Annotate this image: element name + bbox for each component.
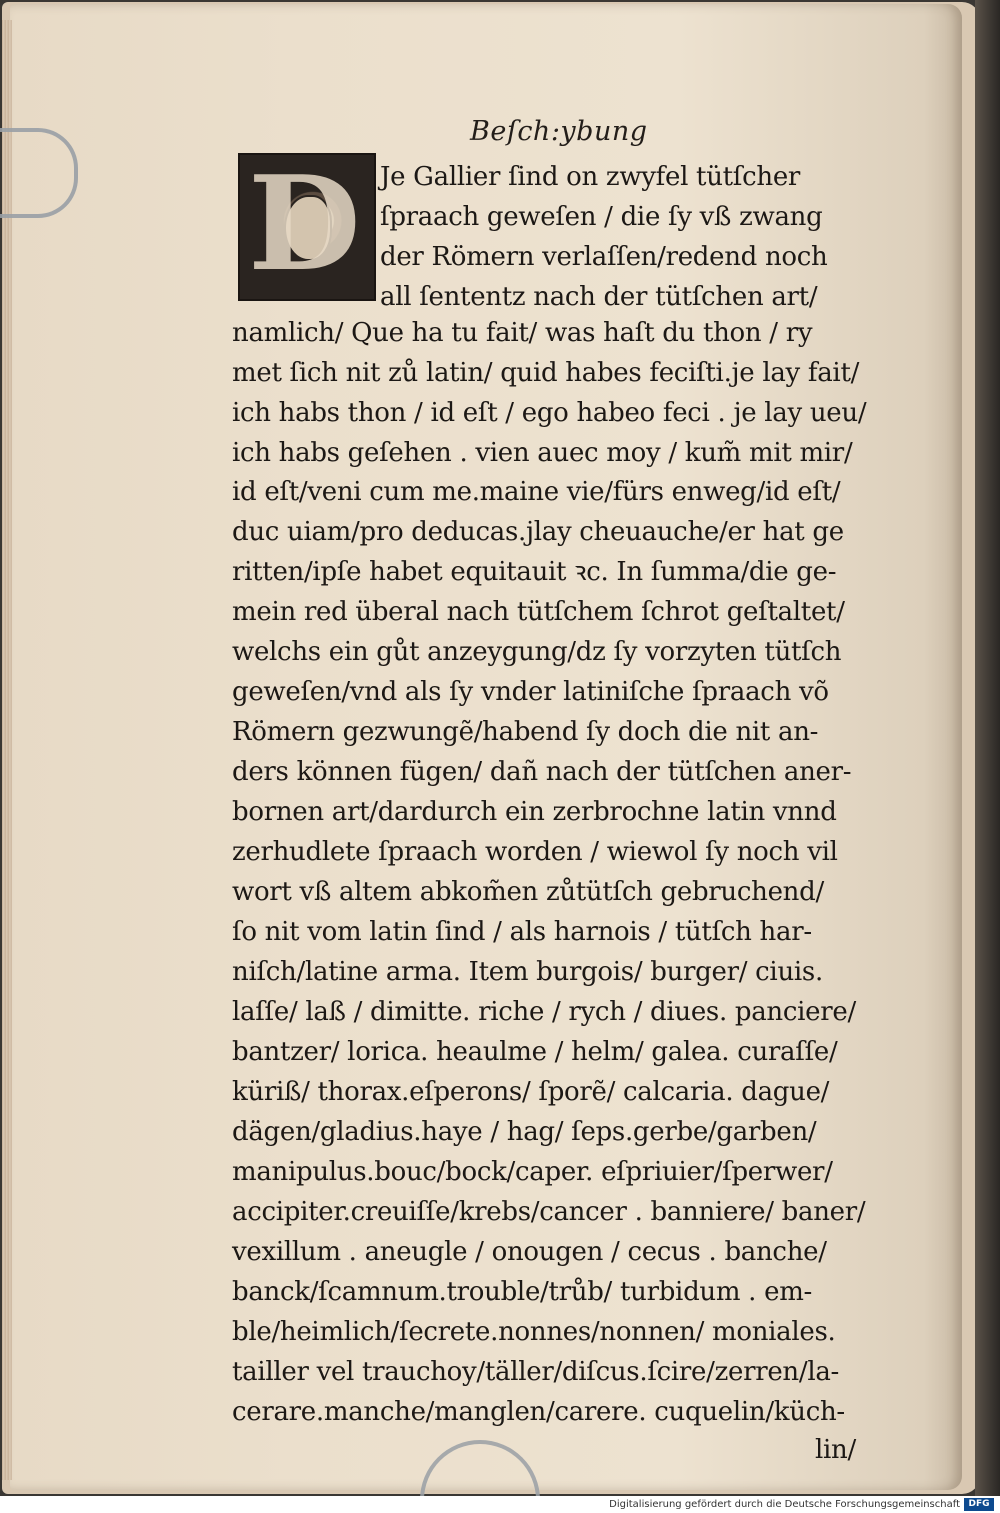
text-line: bornen art/dardurch ein zerbrochne latin vnnd [232, 797, 837, 827]
text-line: all ſententz nach der tütſchen art/ [380, 282, 818, 312]
text-line-catchword: lin/ [815, 1435, 856, 1465]
text-line: accipiter.creuiſſe/krebs/cancer . banniere/ baner/ [232, 1197, 866, 1227]
text-line: laſſe/ laß / dimitte. riche / rych / diues. panciere/ [232, 997, 856, 1027]
page-stack-edge [2, 20, 12, 1480]
text-line: bantzer/ lorica. heaulme / helm/ galea. curaſſe/ [232, 1037, 838, 1067]
text-line: met ſich nit zů latin/ quid habes feciſti.je lay fait/ [232, 358, 860, 388]
text-line: vexillum . aneugle / onougen / cecus . banche/ [232, 1237, 827, 1267]
text-line: cerare.manche/manglen/carere. cuquelin/küch- [232, 1397, 845, 1427]
text-line: der Römern verlaſſen/redend noch [380, 242, 828, 272]
text-line: id eſt/veni cum me.maine vie/fürs enweg/id eſt/ [232, 477, 841, 507]
text-line: manipulus.bouc/bock/caper. eſpriuier/ſperwer/ [232, 1157, 833, 1187]
text-line: küriß/ thorax.eſperons/ ſporẽ/ calcaria. dague/ [232, 1077, 830, 1107]
text-line: Je Gallier ſind on zwyfel tütſcher [380, 162, 801, 192]
funding-credit: Digitalisierung gefördert durch die Deutsche Forschungsgemeinschaft [609, 1499, 960, 1510]
text-line: ich habs thon / id eſt / ego habeo feci . je lay ueu/ [232, 398, 867, 428]
text-line: ritten/ipſe habet equitauit ꝛc. In ſumma/die ge- [232, 557, 837, 587]
binding-shadow [975, 0, 1000, 1496]
text-line: ders können fügen/ dañ nach der tütſchen aner- [232, 757, 852, 787]
text-line: banck/ſcamnum.trouble/trůb/ turbidum . em- [232, 1277, 813, 1307]
text-line: namlich/ Que ha tu fait/ was haſt du thon / ry [232, 318, 813, 348]
text-line: dägen/gladius.haye / hag/ ſeps.gerbe/garben/ [232, 1117, 817, 1147]
text-line: Römern gezwungẽ/habend ſy doch die nit an- [232, 717, 819, 747]
decorated-initial [238, 147, 376, 301]
page-clip-top [0, 128, 78, 218]
text-line: welchs ein gůt anzeygung/dz ſy vorzyten tütſch [232, 637, 842, 667]
text-line: geweſen/vnd als ſy vnder latiniſche ſpraach võ [232, 677, 829, 707]
dfg-logo: DFG [964, 1498, 994, 1511]
page-heading: Beſch:ybung [470, 116, 648, 147]
text-line: ſo nit vom latin ſind / als harnois / tütſch har- [232, 917, 812, 947]
text-line: wort vß altem abkom̃en zůtütſch gebruchend/ [232, 877, 824, 907]
initial-letter: D [248, 147, 361, 300]
text-line: niſch/latine arma. Item burgois/ burger/ ciuis. [232, 957, 823, 987]
text-line: ble/heimlich/ſecrete.nonnes/nonnen/ moniales. [232, 1317, 836, 1347]
text-line: zerhudlete ſpraach worden / wiewol ſy noch vil [232, 837, 838, 867]
text-line: mein red überal nach tütſchem ſchrot geſtaltet/ [232, 597, 845, 627]
text-line: ſpraach geweſen / die ſy vß zwang [380, 202, 823, 232]
text-line: ich habs geſehen . vien auec moy / kum̃ mit mir/ [232, 438, 853, 468]
text-line: tailler vel trauchoy/täller/diſcus.ſcire/zerren/la- [232, 1357, 840, 1387]
text-line: duc uiam/pro deducas.jlay cheuauche/er hat ge [232, 517, 844, 547]
